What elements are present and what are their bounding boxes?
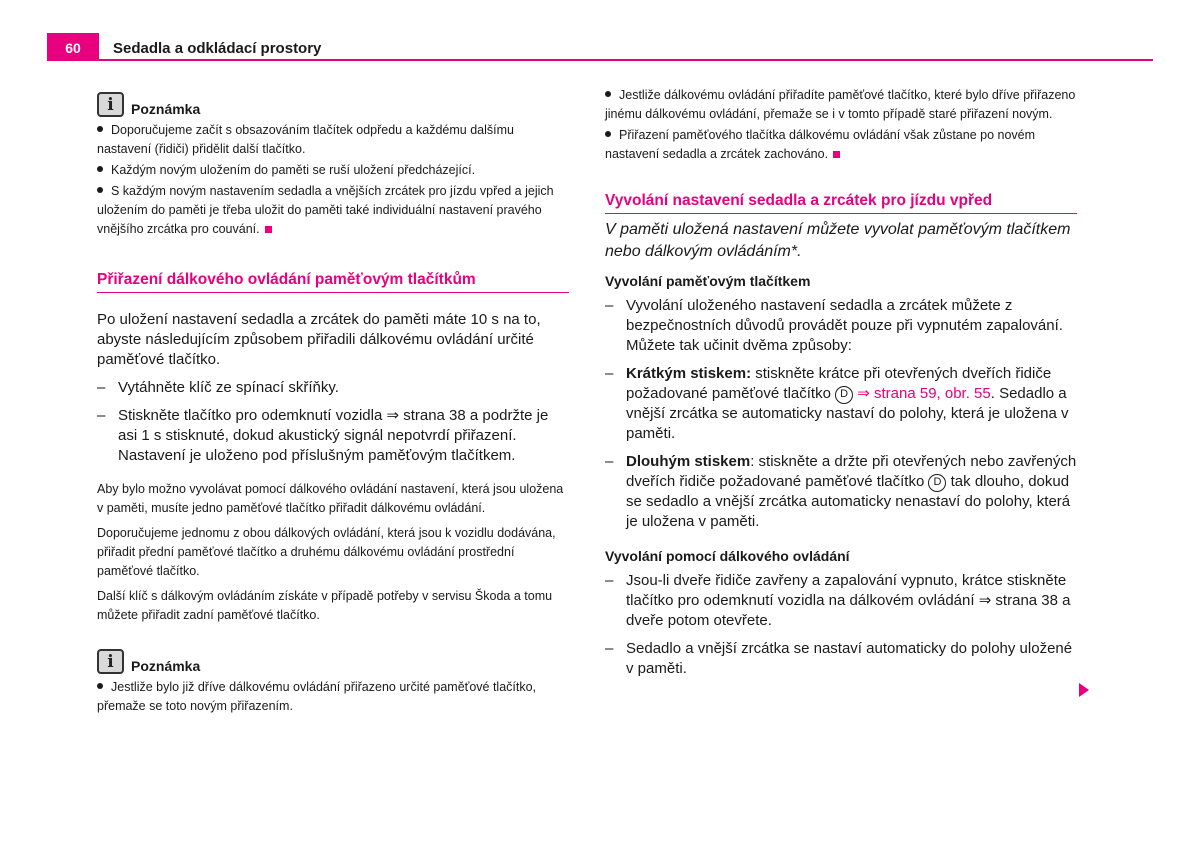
note-bullet [97,182,569,239]
section-intro: Po uložení nastavení sedadla a zrcátek do paměti máte 10 s na to, abyste následujícím způsobem přiřadili dálkovému ovládání určité paměťové tlačítko. [97,311,541,368]
note-title: Poznámka [131,101,201,117]
bullet-text: Přiřazení paměťového tlačítka dálkovému ovládání však zůstane po novém nastavení sedadla a zrcátek zachováno. [605,128,1036,161]
info-i-icon: i [97,92,124,117]
bullet-dot-icon [97,126,103,132]
note-bullet [97,161,569,180]
bullet-dot-icon [97,187,103,193]
dash-marker: – [605,453,614,470]
note-bullet [97,121,569,159]
step-text: Jsou-li dveře řidiče zavřeny a zapalování vypnuto, krátce stiskněte tlačítko pro odemknutí vozidla na dálkovém ovládání ⇒ strana 38 a dveře potom otevřete. [626,572,1071,629]
step-text: : stiskněte a držte při otevřených nebo zavřených dveřích řidiče požadované paměťové tlačítko [626,453,1077,490]
subheading: Vyvolání paměťovým tlačítkem [605,273,811,289]
step-text: . Sedadlo a vnější zrcátka se automaticky nastaví do polohy, která je uložena v paměti. [626,385,1069,442]
step-item [97,378,569,398]
dash-marker: – [97,379,106,396]
note-title: Poznámka [131,658,201,674]
step-text: Vytáhněte klíč ze spínací skříňky. [118,379,339,396]
step-text: Stiskněte tlačítko pro odemknutí vozidla ⇒ strana 38 a podržte je asi 1 s stisknuté, dokud akustický signál nepotvrdí přiřazení. Nastavení je uloženo pod příslušným paměťovým tlačítkem. [118,407,549,464]
dash-marker: – [605,365,614,382]
end-mark-icon [265,226,272,233]
note-heading [97,649,569,674]
info-i-icon: i [97,649,124,674]
dash-marker: – [605,572,614,589]
dash-marker: – [605,297,614,314]
paragraph: Doporučujeme jednomu z obou dálkových ovládání, která jsou k vozidlu dodávána, přiřadit přední paměťové tlačítko a druhému dálkovému ovládání prostřední paměťové tlačítko. [97,526,556,578]
step-text: Sedadlo a vnější zrcátka se nastaví automaticky do polohy uložené v paměti. [626,640,1073,677]
paragraph: Aby bylo možno vyvolávat pomocí dálkového ovládání nastavení, která jsou uložena v paměti, musíte jedno paměťové tlačítko přiřadit dálkovému ovládání. [97,482,564,515]
button-d-icon: D [835,386,853,404]
page-reference-link[interactable]: ⇒ strana 59, obr. 55 [853,385,991,402]
section-heading: Přiřazení dálkového ovládání paměťovým tlačítkům [97,271,569,293]
dash-marker: – [97,407,106,424]
step-item [97,406,569,466]
header-rule [47,59,1153,61]
step-text: stiskněte krátce při otevřených dveřích řidiče požadované paměťové tlačítko [626,365,1052,402]
step-bold: Krátkým stiskem: [626,365,752,382]
page-number: 60 [47,33,99,60]
section-heading: Vyvolání nastavení sedadla a zrcátek pro jízdu vpřed [605,192,1077,214]
note-heading [97,92,569,117]
step-item [605,639,1077,679]
chapter-title: Sedadla a odkládací prostory [113,40,322,57]
note-body [97,121,569,239]
step-item [605,452,1077,532]
right-column [605,86,1077,679]
note-bullet [97,678,569,716]
bullet-text: Jestliže bylo již dříve dálkovému ovládání přiřazeno určité paměťové tlačítko, přemaže se toto novým přiřazením. [97,680,537,713]
subheading: Vyvolání pomocí dálkového ovládání [605,548,850,564]
bullet-dot-icon [605,131,611,137]
step-item [605,571,1077,631]
end-mark-icon [833,151,840,158]
left-column [97,84,569,718]
step-item [605,296,1077,356]
button-d-icon: D [928,474,946,492]
section-intro: V paměti uložená nastavení můžete vyvolat paměťovým tlačítkem nebo dálkovým ovládáním*. [605,221,1071,260]
note-bullet [605,126,1077,164]
step-text: tak dlouho, dokud se sedadlo a vnější zrcátka automaticky nenastaví do polohy, která je uložena v paměti. [626,473,1071,530]
step-text: Vyvolání uloženého nastavení sedadla a zrcátek můžete z bezpečnostních důvodů provádět pouze při vypnutém zapalování. Můžete tak učinit dvěma způsoby: [626,297,1063,354]
step-item [605,364,1077,444]
paragraph: Další klíč s dálkovým ovládáním získáte v případě potřeby v servisu Škoda a tomu můžete přiřadit zadní paměťové tlačítko. [97,589,553,622]
bullet-dot-icon [97,683,103,689]
bullet-text: Každým novým uložením do paměti se ruší uložení předcházející. [111,163,476,177]
bullet-text: Doporučujeme začít s obsazováním tlačítek odpředu a každému dalšímu nastavení (řidiči) přidělit další tlačítko. [97,123,514,156]
page-header [47,33,1153,61]
bullet-dot-icon [97,166,103,172]
bullet-text: S každým novým nastavením sedadla a vnějších zrcátek pro jízdu vpřed a jejich uložením do paměti je třeba uložit do paměti také individuální nastavení pravého vnějšího zrcátka pro couvání. [97,184,554,236]
next-page-arrow-icon [1079,683,1089,697]
dash-marker: – [605,640,614,657]
step-bold: Dlouhým stiskem [626,453,751,470]
bullet-text: Jestliže dálkovému ovládání přiřadíte paměťové tlačítko, které bylo dříve přiřazeno jinému dálkovému ovládání, přemaže se i v tomto případě staré přiřazení novým. [605,88,1076,121]
note-bullet [605,86,1077,124]
bullet-dot-icon [605,91,611,97]
